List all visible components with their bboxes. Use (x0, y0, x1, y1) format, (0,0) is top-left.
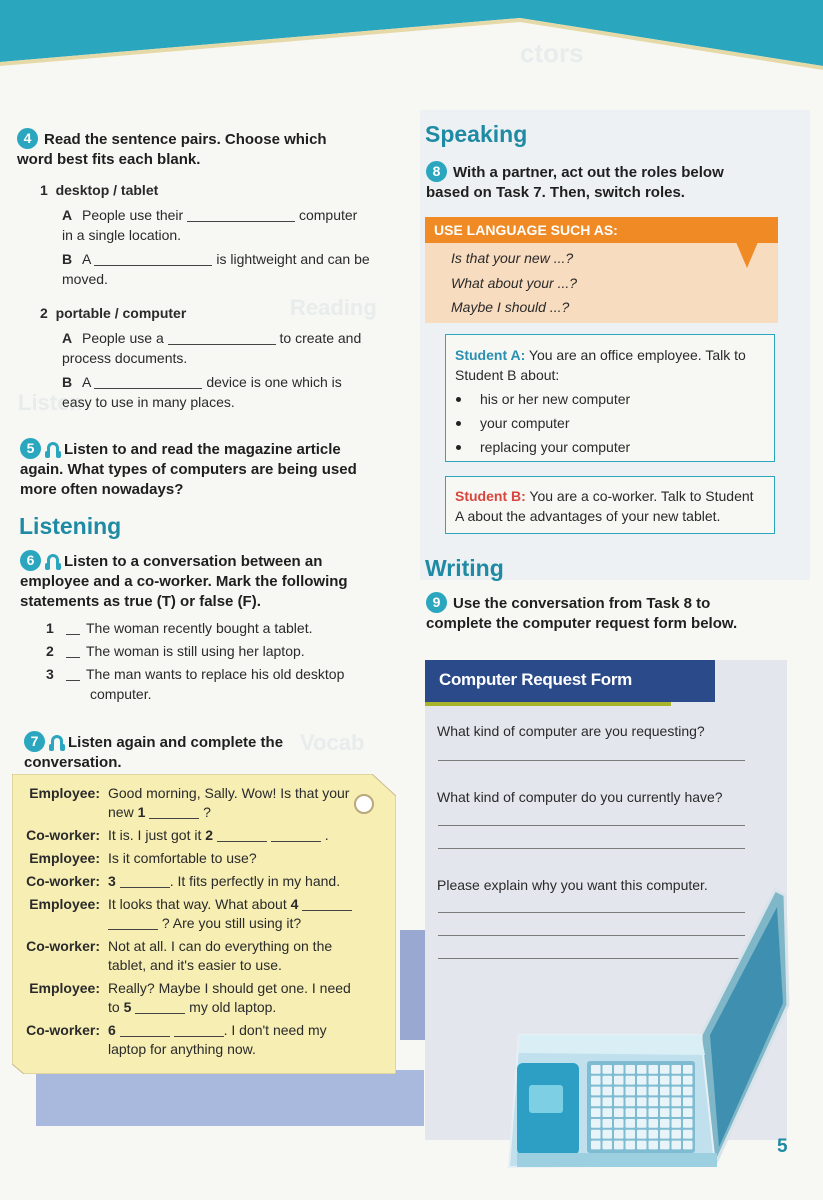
dialogue-line: Co-worker: It is. I just got it 2 . (26, 827, 329, 843)
task-number-badge: 8 (426, 161, 447, 182)
answer-blank[interactable] (135, 1000, 185, 1014)
form-question-3: Please explain why you want this computer. (437, 877, 708, 893)
keyboard-key (672, 1130, 682, 1139)
keyboard-key (672, 1119, 682, 1128)
show-through-text: Vocab (300, 730, 365, 755)
task-number-badge: 5 (20, 438, 41, 459)
show-through-text: ctors (520, 38, 584, 68)
keyboard-key (660, 1087, 670, 1096)
answer-blank[interactable] (302, 897, 352, 911)
answer-blank[interactable] (108, 916, 158, 930)
task4-q1a: A People use their computer in a single location. (62, 207, 358, 243)
keyboard-key (626, 1130, 636, 1139)
keyboard-key (637, 1065, 647, 1074)
keyboard-key (637, 1119, 647, 1128)
keyboard-key (649, 1076, 659, 1085)
tf-blank[interactable] (66, 644, 80, 658)
keyboard-key (626, 1119, 636, 1128)
task4-q2-header: 2 portable / computer (40, 305, 187, 321)
keyboard-key (672, 1097, 682, 1106)
form-title: Computer Request Form (425, 660, 715, 702)
keyboard-key (626, 1087, 636, 1096)
dialogue-line: Employee: Really? Maybe I should get one. I need to 5 my old laptop. (29, 980, 351, 1015)
keyboard-key (672, 1141, 682, 1150)
task6-item-1: 1 The woman recently bought a tablet. (46, 620, 313, 636)
keyboard-key (637, 1097, 647, 1106)
keyboard-key (591, 1141, 601, 1150)
answer-blank[interactable] (94, 252, 212, 266)
answer-blank[interactable] (271, 828, 321, 842)
keyboard-key (672, 1076, 682, 1085)
answer-blank[interactable] (217, 828, 267, 842)
keyboard-key (683, 1141, 693, 1150)
student-a-bullets (446, 387, 765, 459)
keyboard-key (626, 1108, 636, 1117)
keyboard-key (614, 1097, 624, 1106)
keyboard-key (683, 1097, 693, 1106)
keyboard-key (649, 1141, 659, 1150)
keyboard-key (603, 1065, 613, 1074)
headphones-icon (47, 442, 59, 455)
keyboard-key (683, 1108, 693, 1117)
answer-line[interactable] (438, 760, 745, 761)
dialogue-line: Co-worker: 3 . It fits perfectly in my hand. (26, 873, 341, 889)
student-b-card: Student B: You are a co-worker. Talk to Student A about the advantages of your new tablet. (445, 476, 775, 534)
answer-blank[interactable] (149, 805, 199, 819)
language-phrases (451, 246, 577, 320)
task4-q1-header: 1 desktop / tablet (40, 182, 159, 198)
task-number-badge: 9 (426, 592, 447, 613)
keyboard-key (591, 1087, 601, 1096)
keyboard-key (660, 1141, 670, 1150)
keyboard-key (614, 1108, 624, 1117)
dialogue-line: Co-worker: Not at all. I can do everything on the tablet, and it's easier to use. (26, 938, 333, 973)
dialogue-line: Employee: Is it comfortable to use? (29, 850, 257, 866)
dialogue-line: Co-worker: 6 . I don't need my laptop for anything now. (26, 1022, 327, 1057)
keyboard-key (603, 1141, 613, 1150)
page-number: 5 (777, 1136, 788, 1157)
keyboard-key (683, 1065, 693, 1074)
keyboard-key (672, 1065, 682, 1074)
keyboard-key (660, 1119, 670, 1128)
keyboard-key (637, 1141, 647, 1150)
conversation (16, 784, 366, 1063)
keyboard-key (614, 1076, 624, 1085)
keyboard-key (637, 1130, 647, 1139)
bullet-item: replacing your computer (446, 435, 765, 459)
keyboard-key (637, 1076, 647, 1085)
keyboard-key (603, 1087, 613, 1096)
keyboard-key (660, 1108, 670, 1117)
bullet-item: his or her new computer (446, 387, 765, 411)
answer-blank[interactable] (187, 208, 295, 222)
task6-instruction: 6 Listen to a conversation between an employee and a co-worker. Mark the following statements as true (T) or false (F). (20, 552, 348, 610)
top-header-band (0, 0, 823, 70)
keyboard-key (683, 1076, 693, 1085)
keyboard-key (660, 1130, 670, 1139)
show-through-text: Reading (290, 295, 377, 320)
keyboard-key (660, 1065, 670, 1074)
keyboard-key (637, 1087, 647, 1096)
speaking-heading: Speaking (425, 121, 528, 147)
listening-heading: Listening (19, 513, 122, 539)
answer-blank[interactable] (174, 1023, 224, 1037)
keyboard-key (626, 1076, 636, 1085)
decorative-blocks (36, 1070, 424, 1126)
task4-q1b: B A is lightweight and can be moved. (62, 251, 370, 287)
task6-item-2: 2 The woman is still using her laptop. (46, 643, 305, 659)
task9-instruction: 9 Use the conversation from Task 8 to complete the computer request form below. (426, 594, 738, 632)
speech-pointer (736, 242, 758, 268)
keyboard-key (603, 1097, 613, 1106)
keyboard-key (591, 1097, 601, 1106)
student-a-label: Student A: (455, 347, 526, 363)
form-question-2: What kind of computer do you currently have? (437, 789, 723, 805)
keyboard-key (626, 1141, 636, 1150)
keyboard-key (637, 1108, 647, 1117)
answer-blank[interactable] (94, 375, 202, 389)
keyboard-key (660, 1076, 670, 1085)
answer-line[interactable] (438, 825, 745, 826)
phrase: What about your ...? (451, 274, 578, 291)
tf-blank[interactable] (66, 667, 80, 681)
keyboard-key (649, 1097, 659, 1106)
keyboard-key (614, 1119, 624, 1128)
keyboard-key (614, 1065, 624, 1074)
keyboard-key (683, 1087, 693, 1096)
keyboard-key (626, 1065, 636, 1074)
keyboard-key (614, 1087, 624, 1096)
keyboard-key (649, 1065, 659, 1074)
keyboard-key (614, 1130, 624, 1139)
dialogue-line: Employee: It looks that way. What about 4 ? Are you still using it? (16, 895, 366, 937)
task-number-badge: 4 (17, 128, 38, 149)
dialogue-line: Employee: Good morning, Sally. Wow! Is that your new 1 ? (29, 785, 350, 820)
task7-instruction: 7 Listen again and complete the conversation. (24, 733, 284, 771)
keyboard-key (649, 1119, 659, 1128)
phrase: Maybe I should ...? (451, 299, 570, 315)
task4-instruction: 4 Read the sentence pairs. Choose which word best fits each blank. (17, 130, 327, 168)
keyboard-key (591, 1076, 601, 1085)
headphones-icon (51, 735, 63, 748)
language-box-header: USE LANGUAGE SUCH AS: (425, 217, 778, 243)
form-title-underline (425, 702, 671, 706)
keyboard-key (603, 1119, 613, 1128)
answer-blank[interactable] (168, 331, 276, 345)
task4-q2b: B A device is one which is easy to use in many places. (62, 374, 342, 410)
keyboard-key (649, 1108, 659, 1117)
keyboard-key (591, 1065, 601, 1074)
keyboard-key (591, 1108, 601, 1117)
answer-line[interactable] (438, 848, 745, 849)
student-a-card: Student A: You are an office employee. Talk to Student B about: his or her new computer your computer replacing your computer (445, 334, 775, 462)
bullet-item: your computer (446, 411, 765, 435)
laptop-illustration (505, 885, 790, 1170)
keyboard-key (626, 1097, 636, 1106)
keyboard-key (603, 1108, 613, 1117)
keyboard-key (660, 1097, 670, 1106)
keyboard-key (649, 1130, 659, 1139)
writing-heading: Writing (425, 555, 504, 581)
keyboard-key (614, 1141, 624, 1150)
task-number-badge: 6 (20, 550, 41, 571)
answer-blank[interactable] (120, 874, 170, 888)
answer-blank[interactable] (120, 1023, 170, 1037)
form-question-1: What kind of computer are you requesting? (437, 723, 705, 739)
keyboard-key (591, 1130, 601, 1139)
keyboard-key (591, 1119, 601, 1128)
keyboard-key (603, 1130, 613, 1139)
headphones-icon (47, 554, 59, 567)
keyboard-key (672, 1108, 682, 1117)
phrase: Is that your new ...? (451, 250, 574, 266)
keyboard-key (649, 1087, 659, 1096)
task5-instruction: 5 Listen to and read the magazine article again. What types of computers are being used more often nowadays? (20, 440, 357, 498)
keyboard-key (603, 1076, 613, 1085)
student-b-label: Student B: (455, 488, 526, 504)
keyboard-key (683, 1119, 693, 1128)
keyboard-key (672, 1087, 682, 1096)
tf-blank[interactable] (66, 621, 80, 635)
task-number-badge: 7 (24, 731, 45, 752)
task6-item-3: 3 The man wants to replace his old desktop computer. (46, 666, 345, 702)
show-through-text: Listen (18, 390, 83, 415)
task8-instruction: 8 With a partner, act out the roles below based on Task 7. Then, switch roles. (426, 163, 724, 201)
keyboard-key (683, 1130, 693, 1139)
task4-q2a: A People use a to create and process documents. (62, 330, 362, 366)
